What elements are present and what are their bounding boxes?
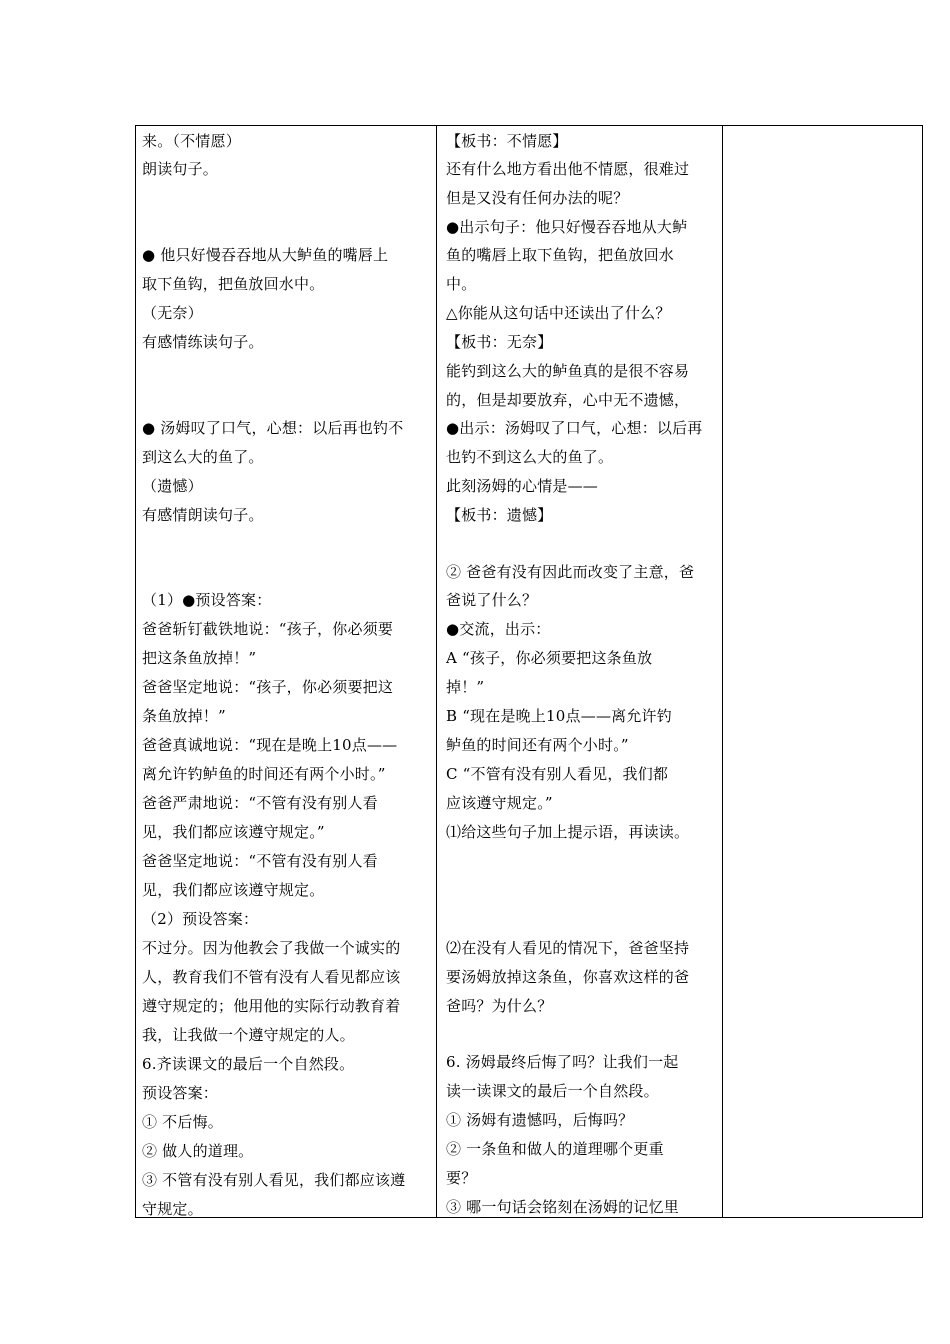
student-text-line: ● 汤姆叹了口气，心想：以后再也钓不: [142, 419, 404, 437]
student-text-line: ② 做人的道理。: [142, 1142, 254, 1160]
teacher-text-line: 鲈鱼的时间还有两个小时。”: [446, 736, 629, 754]
teacher-text-line: 6. 汤姆最终后悔了吗？让我们一起: [446, 1053, 679, 1071]
student-text-line: 见，我们都应该遵守规定。”: [142, 823, 325, 841]
teacher-text-line: 但是又没有任何办法的呢？: [446, 189, 629, 207]
student-text-line: ③ 不管有没有别人看见，我们都应该遵: [142, 1171, 406, 1189]
teacher-text-line: 【板书：不情愿】: [446, 132, 568, 150]
lesson-plan-table: [135, 125, 923, 1218]
teacher-text-line: 应该遵守规定。”: [446, 794, 553, 812]
student-text-line: 爸爸斩钉截铁地说：“孩子，你必须要: [142, 620, 394, 638]
teacher-text-line: B “现在是晚上10点——离允许钓: [446, 707, 672, 725]
teacher-text-line: 能钓到这么大的鲈鱼真的是很不容易: [446, 362, 690, 380]
teacher-text-line: ⑵在没有人看见的情况下，爸爸坚持: [446, 939, 690, 957]
teacher-text-line: 爸吗？为什么？: [446, 997, 553, 1015]
student-text-line: 守规定。: [142, 1200, 203, 1217]
student-text-line: 6.齐读课文的最后一个自然段。: [142, 1055, 355, 1073]
student-text-line: 爸爸坚定地说：“孩子，你必须要把这: [142, 678, 394, 696]
teacher-text-line: ●出示句子：他只好慢吞吞地从大鲈: [446, 218, 688, 236]
student-text-line: 有感情练读句子。: [142, 333, 264, 351]
student-text-line: 来。（不情愿）: [142, 132, 241, 150]
student-text-line: 条鱼放掉！”: [142, 707, 226, 725]
teacher-text-line: 中。: [446, 275, 477, 293]
student-text-line: 离允许钓鲈鱼的时间还有两个小时。”: [142, 765, 386, 783]
teacher-text-line: 也钓不到这么大的鱼了。: [446, 448, 614, 466]
student-text-line: 朗读句子。: [142, 160, 219, 178]
student-text-line: 预设答案：: [142, 1084, 219, 1102]
student-text-line: 遵守规定的；他用他的实际行动教育着: [142, 997, 401, 1015]
teacher-text-line: ① 汤姆有遗憾吗，后悔吗？: [446, 1111, 634, 1129]
teacher-text-line: △你能从这句话中还读出了什么？: [446, 304, 671, 322]
teacher-text-line: 鱼的嘴唇上取下鱼钩，把鱼放回水: [446, 246, 675, 264]
teacher-text-line: 要汤姆放掉这条鱼，你喜欢这样的爸: [446, 968, 690, 986]
student-activity-column: [142, 126, 434, 1217]
teacher-text-line: 【板书：无奈】: [446, 333, 553, 351]
student-text-line: 有感情朗读句子。: [142, 506, 264, 524]
student-text-line: 见，我们都应该遵守规定。: [142, 881, 325, 899]
teacher-text-line: ③ 哪一句话会铭刻在汤姆的记忆里: [446, 1198, 679, 1216]
teacher-text-line: ② 爸爸有没有因此而改变了主意，爸: [446, 563, 695, 581]
teacher-text-line: A “孩子，你必须要把这条鱼放: [446, 649, 653, 667]
student-text-line: 爸爸真诚地说：“现在是晚上10点——: [142, 736, 398, 754]
student-text-line: （1）●预设答案：: [142, 591, 272, 609]
teacher-activity-column: [446, 126, 718, 1217]
student-text-line: 我，让我做一个遵守规定的人。: [142, 1026, 355, 1044]
student-text-line: 把这条鱼放掉！”: [142, 649, 257, 667]
notes-column: [728, 126, 918, 1217]
teacher-text-line: 【板书：遗憾】: [446, 506, 553, 524]
student-text-line: （遗憾）: [142, 477, 203, 495]
student-text-line: 到这么大的鱼了。: [142, 448, 264, 466]
teacher-text-line: 爸说了什么？: [446, 591, 538, 609]
column-divider-1: [436, 126, 437, 1217]
teacher-text-line: ●出示：汤姆叹了口气，心想：以后再: [446, 419, 703, 437]
teacher-text-line: C “不管有没有别人看见，我们都: [446, 765, 669, 783]
teacher-text-line: 读一读课文的最后一个自然段。: [446, 1082, 659, 1100]
teacher-text-line: ●交流，出示：: [446, 620, 551, 638]
student-text-line: （无奈）: [142, 304, 203, 322]
teacher-text-line: 的，但是却要放弃，心中无不遗憾，: [446, 391, 690, 409]
teacher-text-line: ⑴给这些句子加上提示语，再读读。: [446, 823, 690, 841]
teacher-text-line: 还有什么地方看出他不情愿，很难过: [446, 160, 690, 178]
teacher-text-line: ② 一条鱼和做人的道理哪个更重: [446, 1140, 664, 1158]
student-text-line: 取下鱼钩，把鱼放回水中。: [142, 275, 325, 293]
teacher-text-line: 掉！”: [446, 678, 485, 696]
teacher-text-line: 要？: [446, 1169, 477, 1187]
teacher-text-line: 此刻汤姆的心情是——: [446, 477, 599, 495]
student-text-line: （2）预设答案：: [142, 910, 259, 928]
student-text-line: 爸爸严肃地说：“不管有没有别人看: [142, 794, 378, 812]
student-text-line: 不过分。因为他教会了我做一个诚实的: [142, 939, 401, 957]
student-text-line: 人，教育我们不管有没有人看见都应该: [142, 968, 401, 986]
student-text-line: ● 他只好慢吞吞地从大鲈鱼的嘴唇上: [142, 246, 389, 264]
student-text-line: 爸爸坚定地说：“不管有没有别人看: [142, 852, 378, 870]
column-divider-2: [722, 126, 723, 1217]
student-text-line: ① 不后悔。: [142, 1113, 223, 1131]
